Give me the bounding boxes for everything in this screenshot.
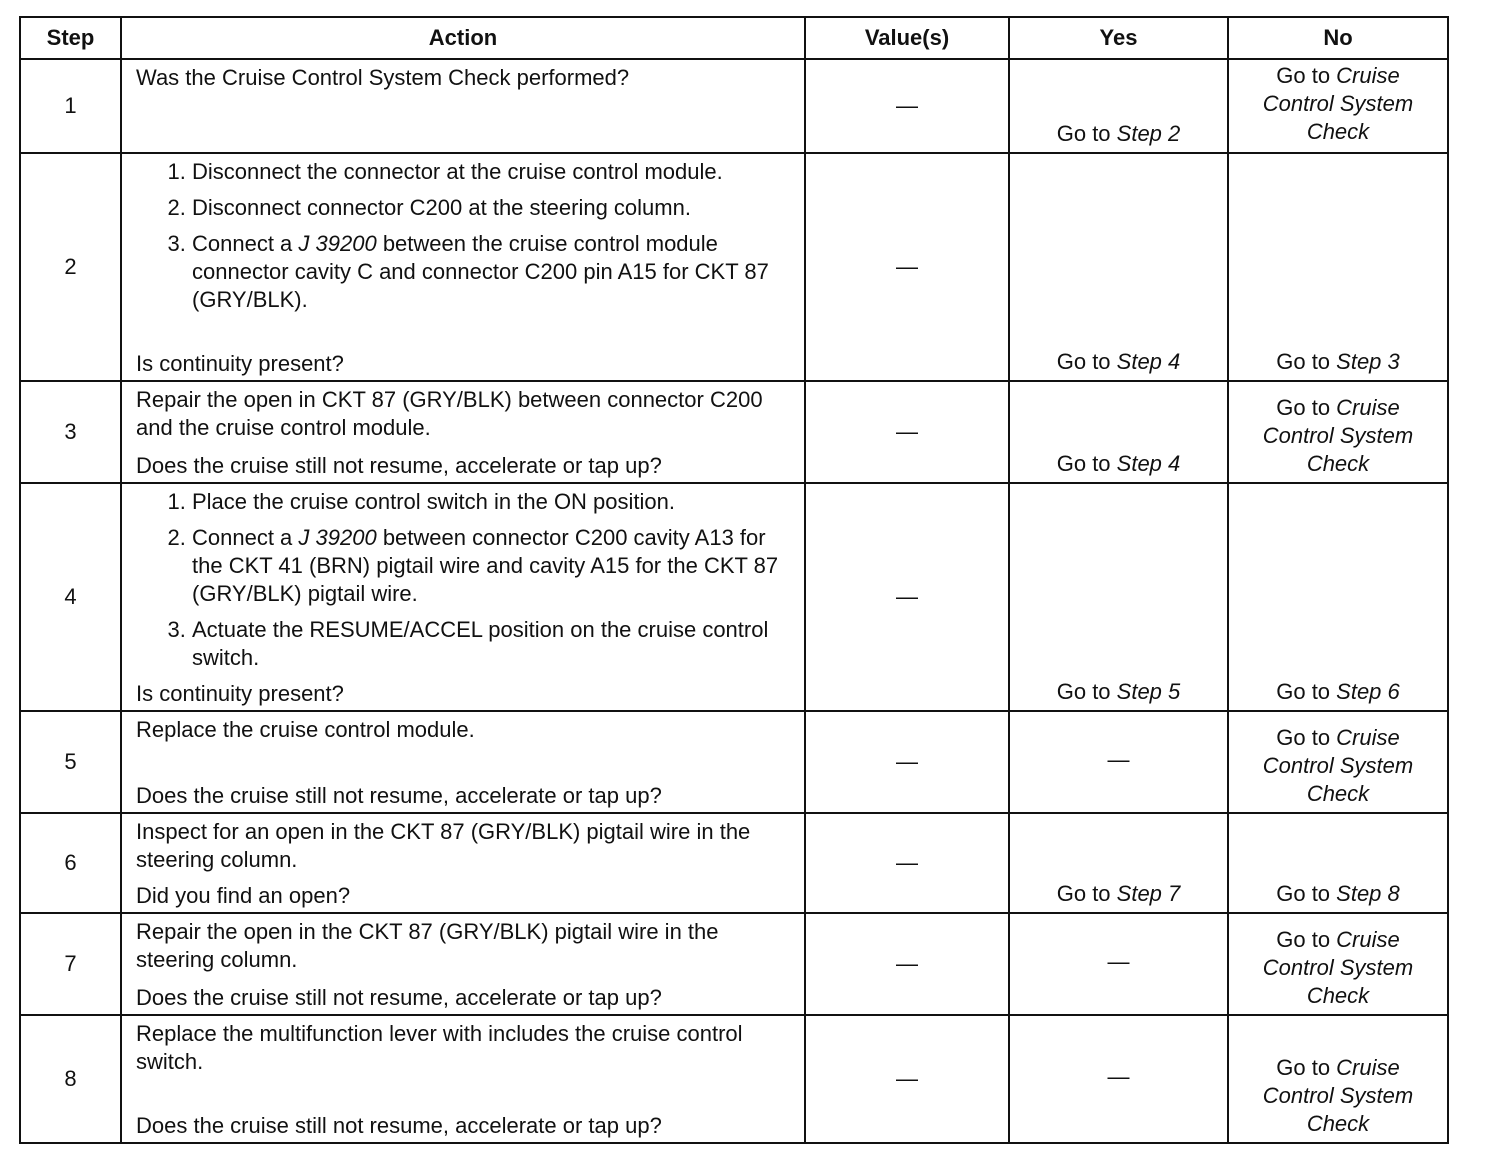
- step-number: 8: [20, 1015, 121, 1143]
- value-dash: —: [896, 254, 918, 279]
- goto-prefix: Go to: [1056, 451, 1117, 476]
- header-step: Step: [20, 17, 121, 59]
- action-text: Inspect for an open in the CKT 87 (GRY/BLK) pigtail wire in the steering column.: [136, 819, 751, 872]
- header-values: Value(s): [805, 17, 1009, 59]
- goto-target: Step 6: [1336, 679, 1400, 704]
- action-list-item: [192, 158, 792, 186]
- step-number: 5: [20, 711, 121, 813]
- goto-target: Step 8: [1336, 881, 1400, 906]
- value-cell: [805, 711, 1009, 813]
- no-cell: [1228, 813, 1448, 913]
- yes-link[interactable]: [1057, 880, 1181, 908]
- action-question: Does the cruise still not resume, accelerate or tap up?: [136, 783, 662, 808]
- action-text-segment: Connect a: [192, 231, 299, 256]
- yes-link[interactable]: [1057, 678, 1181, 706]
- action-text-segment: Connect a: [192, 525, 299, 550]
- action-text: Replace the multifunction lever with includes the cruise control switch.: [136, 1021, 743, 1074]
- yes-dash: —: [1107, 747, 1130, 772]
- action-text-segment: Disconnect the connector at the cruise control module.: [192, 159, 723, 184]
- no-link[interactable]: [1276, 880, 1400, 908]
- step-number: 2: [20, 153, 121, 381]
- goto-prefix: Go to: [1276, 927, 1337, 952]
- goto-prefix: Go to: [1276, 395, 1337, 420]
- header-action: Action: [121, 17, 805, 59]
- no-cell: [1228, 483, 1448, 711]
- no-link[interactable]: [1253, 62, 1423, 146]
- no-cell: [1228, 913, 1448, 1015]
- no-link[interactable]: [1253, 926, 1423, 1010]
- goto-prefix: Go to: [1056, 679, 1117, 704]
- goto-target: Step 2: [1116, 121, 1181, 146]
- goto-prefix: Go to: [1276, 1055, 1337, 1080]
- step-number: 4: [20, 483, 121, 711]
- action-text: Repair the open in the CKT 87 (GRY/BLK) pigtail wire in the steering column.: [136, 919, 719, 972]
- action-list-item: [192, 194, 792, 222]
- header-row: [20, 17, 1448, 59]
- value-cell: [805, 913, 1009, 1015]
- value-cell: [805, 1015, 1009, 1143]
- action-text-segment: between the cruise control module connector cavity C and connector C200 pin A15 for CKT 87 (GRY/BLK).: [192, 231, 769, 312]
- yes-cell: [1009, 711, 1228, 813]
- no-cell: [1228, 1015, 1448, 1143]
- no-link[interactable]: [1276, 348, 1400, 376]
- no-cell: [1228, 381, 1448, 483]
- yes-dash: —: [1107, 1064, 1130, 1089]
- goto-target: Cruise Control System Check: [1262, 927, 1414, 1008]
- action-question: Is continuity present?: [136, 681, 344, 706]
- goto-prefix: Go to: [1056, 349, 1117, 374]
- goto-target: Cruise Control System Check: [1262, 63, 1414, 144]
- value-dash: —: [896, 419, 918, 444]
- value-dash: —: [896, 749, 918, 774]
- action-text: Repair the open in CKT 87 (GRY/BLK) between connector C200 and the cruise control module.: [136, 387, 763, 440]
- diagnostic-table: [19, 16, 1449, 1144]
- step-number: 3: [20, 381, 121, 483]
- action-question: Does the cruise still not resume, accelerate or tap up?: [136, 453, 662, 478]
- goto-prefix: Go to: [1056, 881, 1117, 906]
- table-row: [20, 913, 1448, 1015]
- action-question: Is continuity present?: [136, 351, 344, 376]
- action-question: Did you find an open?: [136, 883, 351, 908]
- goto-prefix: Go to: [1056, 121, 1117, 146]
- table-row: [20, 711, 1448, 813]
- action-cell: [121, 483, 805, 711]
- action-cell: [121, 711, 805, 813]
- action-list-item: [192, 488, 792, 516]
- action-text-segment: Place the cruise control switch in the ON position.: [192, 489, 676, 514]
- goto-target: Step 4: [1116, 451, 1181, 476]
- action-cell: [121, 1015, 805, 1143]
- no-cell: [1228, 153, 1448, 381]
- goto-prefix: Go to: [1276, 679, 1337, 704]
- step-number: 7: [20, 913, 121, 1015]
- value-dash: —: [896, 1066, 918, 1091]
- step-number: 1: [20, 59, 121, 153]
- table-row: [20, 1015, 1448, 1143]
- yes-dash: —: [1107, 949, 1130, 974]
- action-cell: [121, 59, 805, 153]
- yes-link[interactable]: [1057, 450, 1181, 478]
- value-dash: —: [896, 584, 918, 609]
- table-row: [20, 483, 1448, 711]
- no-cell: [1228, 711, 1448, 813]
- header-yes: Yes: [1009, 17, 1228, 59]
- action-list: [136, 488, 792, 672]
- value-dash: —: [896, 951, 918, 976]
- action-question: Does the cruise still not resume, accelerate or tap up?: [136, 1113, 662, 1138]
- action-cell: [121, 153, 805, 381]
- goto-target: Step 7: [1116, 881, 1181, 906]
- action-text-segment: Actuate the RESUME/ACCEL position on the cruise control switch.: [192, 617, 769, 670]
- yes-cell: [1009, 1015, 1228, 1143]
- goto-target: Cruise Control System Check: [1262, 725, 1414, 806]
- value-cell: [805, 59, 1009, 153]
- yes-link[interactable]: [1057, 120, 1181, 148]
- table-row: [20, 813, 1448, 913]
- step-number: 6: [20, 813, 121, 913]
- goto-prefix: Go to: [1276, 881, 1337, 906]
- action-text-segment: Disconnect connector C200 at the steering column.: [192, 195, 691, 220]
- goto-target: Cruise Control System Check: [1262, 1055, 1414, 1136]
- goto-target: Step 4: [1116, 349, 1181, 374]
- goto-target: Step 5: [1116, 679, 1181, 704]
- value-cell: [805, 483, 1009, 711]
- tool-reference: J 39200: [298, 525, 377, 550]
- no-link[interactable]: [1276, 678, 1400, 706]
- goto-target: Cruise Control System Check: [1262, 395, 1414, 476]
- action-cell: [121, 913, 805, 1015]
- action-question: Does the cruise still not resume, accelerate or tap up?: [136, 985, 662, 1010]
- table-row: [20, 153, 1448, 381]
- action-list-item: [192, 524, 792, 608]
- goto-prefix: Go to: [1276, 63, 1337, 88]
- no-link[interactable]: [1253, 394, 1423, 478]
- value-cell: [805, 381, 1009, 483]
- yes-cell: [1009, 381, 1228, 483]
- no-link[interactable]: [1253, 1054, 1423, 1138]
- header-no: No: [1228, 17, 1448, 59]
- action-text-segment: between connector C200 cavity A13 for the CKT 41 (BRN) pigtail wire and cavity A15 for the CKT 87 (GRY/BLK) pigtail wire.: [192, 525, 779, 606]
- action-list: [136, 158, 792, 314]
- tool-reference: J 39200: [298, 231, 377, 256]
- yes-cell: [1009, 813, 1228, 913]
- no-link[interactable]: [1253, 724, 1423, 808]
- yes-cell: [1009, 483, 1228, 711]
- no-cell: [1228, 59, 1448, 153]
- action-cell: [121, 381, 805, 483]
- action-text: Was the Cruise Control System Check performed?: [136, 65, 630, 90]
- yes-link[interactable]: [1057, 348, 1181, 376]
- action-list-item: [192, 616, 792, 672]
- action-cell: [121, 813, 805, 913]
- yes-cell: [1009, 59, 1228, 153]
- value-dash: —: [896, 93, 918, 118]
- value-cell: [805, 153, 1009, 381]
- value-dash: —: [896, 850, 918, 875]
- goto-target: Step 3: [1336, 349, 1400, 374]
- value-cell: [805, 813, 1009, 913]
- table-row: [20, 59, 1448, 153]
- goto-prefix: Go to: [1276, 349, 1337, 374]
- goto-prefix: Go to: [1276, 725, 1337, 750]
- action-list-item: [192, 230, 792, 314]
- yes-cell: [1009, 913, 1228, 1015]
- action-text: Replace the cruise control module.: [136, 717, 475, 742]
- yes-cell: [1009, 153, 1228, 381]
- table-row: [20, 381, 1448, 483]
